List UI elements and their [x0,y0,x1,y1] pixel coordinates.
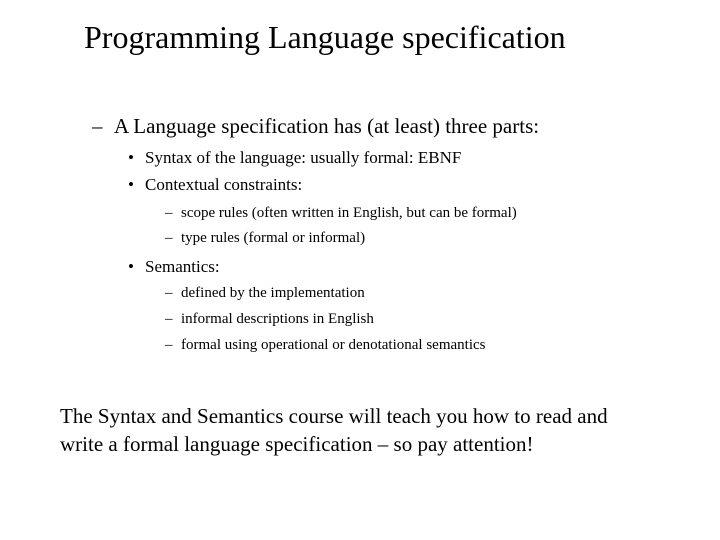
subitem [165,335,486,355]
dash-bullet: – [165,337,173,353]
part-semantics [128,256,220,278]
part-syntax [128,147,461,169]
part-contextual-constraints [128,174,302,196]
subitem-text: type rules (formal or informal) [181,230,366,246]
part-label: Semantics: [145,257,220,276]
bullet: • [128,175,134,194]
part-label: Syntax of the language: usually formal: EBNF [145,148,462,167]
closing-line: write a formal language specification – so pay attention! [60,432,534,456]
subitem-text: informal descriptions in English [181,311,374,327]
slide-title: Programming Language specification [84,19,566,55]
closing-line: The Syntax and Semantics course will teach you how to read and [60,404,608,428]
subitem [165,203,517,223]
dash-bullet: – [165,311,173,327]
subitem [165,309,374,329]
bullet: • [128,257,134,276]
dash-bullet: – [165,285,173,301]
main-point-text: A Language specification has (at least) three parts: [114,114,540,138]
subitem-text: formal using operational or denotational semantics [181,337,486,353]
main-point [92,113,539,139]
dash-bullet: – [92,114,103,138]
subitem-text: defined by the implementation [181,285,365,301]
closing-note [60,402,710,458]
subitem [165,283,365,303]
subitem-text: scope rules (often written in English, but can be formal) [181,205,517,221]
dash-bullet: – [165,205,173,221]
part-label: Contextual constraints: [145,175,303,194]
subitem [165,228,366,248]
dash-bullet: – [165,230,173,246]
bullet: • [128,148,134,167]
